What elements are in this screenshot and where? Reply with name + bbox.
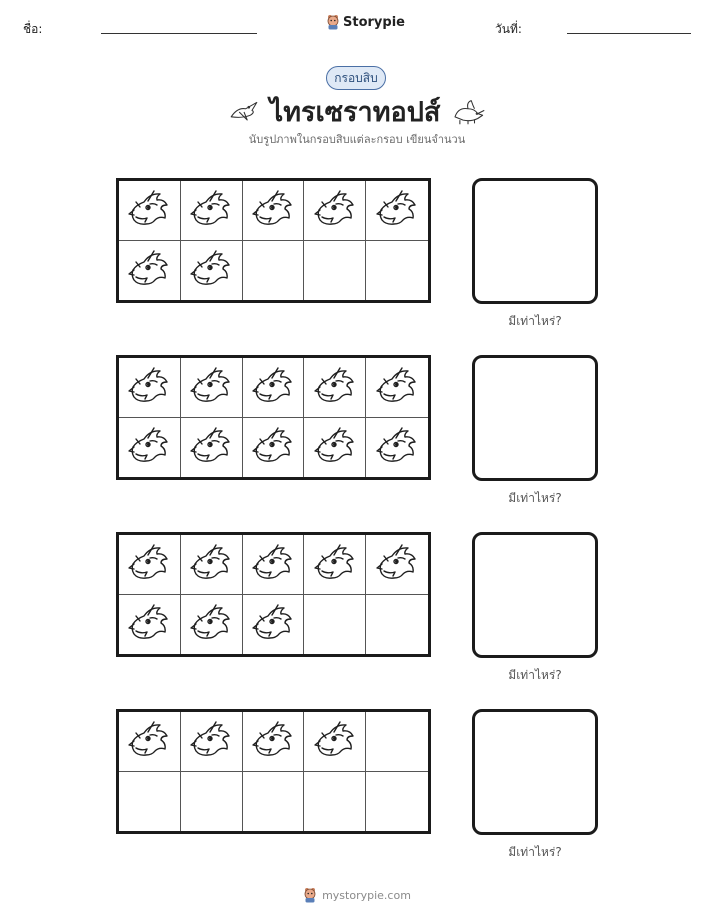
storypie-logo-icon (303, 887, 317, 903)
triceratops-head-icon (376, 544, 418, 584)
ten-frame-cell (243, 241, 305, 301)
triceratops-head-icon (190, 544, 232, 584)
triceratops-icon (450, 99, 486, 125)
triceratops-head-icon (314, 367, 356, 407)
ten-frame-cell (304, 358, 366, 418)
ten-frame-cell (243, 535, 305, 595)
triceratops-head-icon (190, 604, 232, 644)
ten-frame-cell (304, 418, 366, 478)
ten-frame-cell (366, 418, 428, 478)
ten-frame-cell (304, 535, 366, 595)
triceratops-head-icon (190, 427, 232, 467)
ten-frame-cell (181, 358, 243, 418)
ten-frame-cell (304, 241, 366, 301)
ten-frame-cell (181, 418, 243, 478)
ten-frame-cell (243, 358, 305, 418)
triceratops-head-icon (128, 721, 170, 761)
ten-frame-cell (243, 181, 305, 241)
ten-frame-cell (119, 535, 181, 595)
storypie-logo-icon (326, 14, 340, 30)
ten-frame-cell (304, 595, 366, 655)
triceratops-head-icon (128, 427, 170, 467)
count-prompt: มีเท่าไหร่? (508, 845, 562, 859)
triceratops-head-icon (128, 367, 170, 407)
ten-frame (116, 178, 431, 303)
ten-frame-cell (304, 712, 366, 772)
page-title: ไทรเซราทอปส์ (269, 97, 441, 128)
ten-frame (116, 532, 431, 657)
triceratops-head-icon (376, 427, 418, 467)
ten-frame-cell (119, 772, 181, 832)
triceratops-head-icon (314, 427, 356, 467)
triceratops-head-icon (314, 721, 356, 761)
ten-frame-cell (366, 241, 428, 301)
ten-frame-cell (243, 418, 305, 478)
ten-frame-cell (366, 181, 428, 241)
triceratops-head-icon (252, 544, 294, 584)
triceratops-head-icon (128, 604, 170, 644)
triceratops-head-icon (128, 250, 170, 290)
name-label: ชื่อ: (23, 22, 43, 36)
footer-url[interactable]: mystorypie.com (322, 888, 411, 902)
ten-frame-cell (181, 772, 243, 832)
brand (326, 14, 405, 30)
date-line[interactable] (567, 33, 691, 34)
ten-frame-cell (366, 535, 428, 595)
date-label: วันที่: (495, 22, 522, 36)
ten-frame-cell (366, 772, 428, 832)
triceratops-head-icon (128, 544, 170, 584)
ten-frame-cell (119, 181, 181, 241)
ten-frame-cell (119, 418, 181, 478)
ten-frame-cell (119, 595, 181, 655)
ten-frame-cell (181, 241, 243, 301)
triceratops-head-icon (252, 367, 294, 407)
triceratops-head-icon (314, 544, 356, 584)
triceratops-head-icon (190, 367, 232, 407)
name-line[interactable] (101, 33, 257, 34)
instructions: นับรูปภาพในกรอบสิบแต่ละกรอบ เขียนจำนวน (248, 133, 466, 146)
ten-frame-cell (243, 595, 305, 655)
title-row (0, 90, 714, 133)
ten-frame-cell (119, 241, 181, 301)
brand-name: Storypie (343, 14, 405, 30)
ten-frame (116, 709, 431, 834)
triceratops-head-icon (190, 721, 232, 761)
ten-frame-cell (366, 595, 428, 655)
ten-frame-cell (181, 712, 243, 772)
answer-box[interactable] (472, 532, 598, 658)
ten-frame-cell (243, 712, 305, 772)
triceratops-head-icon (252, 721, 294, 761)
ten-frame-cell (181, 595, 243, 655)
triceratops-head-icon (252, 604, 294, 644)
ten-frame-cell (119, 712, 181, 772)
triceratops-head-icon (252, 427, 294, 467)
topic-badge: กรอบสิบ (326, 66, 386, 90)
triceratops-head-icon (376, 367, 418, 407)
footer (0, 887, 714, 903)
answer-box[interactable] (472, 355, 598, 481)
ten-frame-cell (181, 181, 243, 241)
count-prompt: มีเท่าไหร่? (508, 314, 562, 328)
triceratops-head-icon (190, 250, 232, 290)
triceratops-head-icon (376, 190, 418, 230)
ten-frame-cell (366, 358, 428, 418)
pterodactyl-icon (228, 99, 260, 125)
answer-box[interactable] (472, 178, 598, 304)
count-prompt: มีเท่าไหร่? (508, 491, 562, 505)
ten-frame-cell (304, 772, 366, 832)
triceratops-head-icon (190, 190, 232, 230)
answer-box[interactable] (472, 709, 598, 835)
triceratops-head-icon (252, 190, 294, 230)
triceratops-head-icon (314, 190, 356, 230)
ten-frame-cell (243, 772, 305, 832)
triceratops-head-icon (128, 190, 170, 230)
ten-frame (116, 355, 431, 480)
ten-frame-cell (119, 358, 181, 418)
ten-frame-cell (181, 535, 243, 595)
ten-frame-cell (304, 181, 366, 241)
count-prompt: มีเท่าไหร่? (508, 668, 562, 682)
ten-frame-cell (366, 712, 428, 772)
